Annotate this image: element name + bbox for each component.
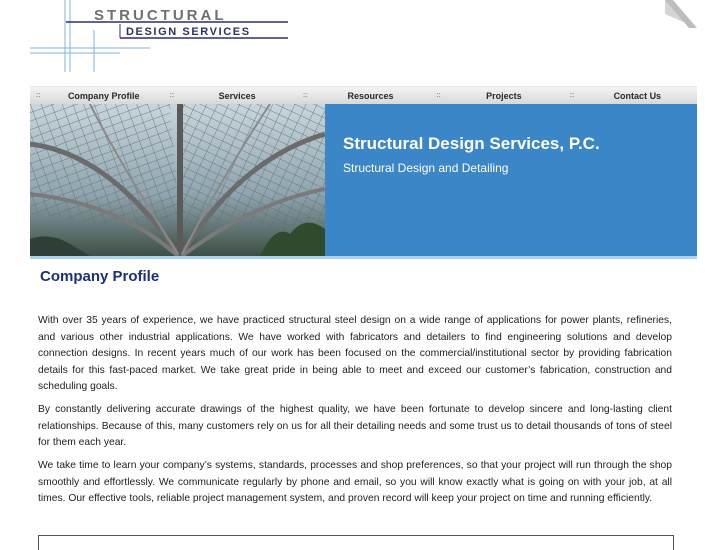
nav-item-contact-us[interactable]	[564, 87, 697, 104]
page-title: Company Profile	[40, 268, 160, 285]
intro-paragraph: With over 35 years of experience, we have practiced structural steel design on a wide range of applications for power plants, refineries, and various other industrial applications. We have worked with fabricators and detailers to find engineering solutions and develop connection designs. In recent years much of our work has been focused on the commercial/institutional sector by providing fabrication details for this fast-paced market. We take great pride in being able to meet and exceed our customer’s fabrication, construction and scheduling goals.	[38, 315, 672, 392]
nav-item-resources[interactable]	[297, 87, 430, 104]
main-navigation	[30, 86, 697, 105]
nav-separator: ::	[36, 92, 41, 99]
nav-item-label: Services	[218, 90, 256, 101]
nav-item-services[interactable]	[163, 87, 296, 104]
nav-item-label: Resources	[347, 90, 394, 101]
nav-item-projects[interactable]	[430, 87, 563, 104]
site-logo[interactable]	[30, 0, 300, 72]
company-name-title: Structural Design Services, P.C.	[343, 134, 600, 153]
nav-separator: ::	[302, 92, 308, 99]
steel-roof-structure-photo	[30, 104, 325, 256]
hero-banner	[30, 104, 697, 256]
main-content	[30, 259, 697, 545]
relationships-paragraph: By constantly delivering accurate drawings of the highest quality, we have been fortunate to develop sincere and long-lasting client relationships. Because of this, many customers rely on us for all their detailing needs and some trust us to detail thousands of tons of steel for them each year.	[38, 404, 672, 448]
logo-wordmark-design-services: DESIGN SERVICES	[126, 26, 251, 38]
nav-item-label: Contact Us	[613, 90, 662, 101]
process-paragraph: We take time to learn your company’s systems, standards, processes and shop preferences, so that your project will run through the shop smoothly and effortlessly. We communicate regularly by phone and email, so you will know exactly what is going on with your job, at all times. Our effective tools, reliable project management system, and proven record will keep your project on time and running efficiently.	[38, 460, 672, 504]
nav-item-label: Projects	[486, 90, 522, 101]
nav-separator: ::	[169, 92, 175, 99]
nav-item-company-profile[interactable]	[30, 87, 163, 104]
nav-item-label: Company Profile	[67, 90, 140, 101]
nav-separator: ::	[436, 92, 441, 99]
company-tagline: Structural Design and Detailing	[343, 161, 509, 175]
banner-title-panel	[325, 104, 697, 256]
page-corner-peel-icon	[665, 0, 697, 28]
logo-wordmark-structural: STRUCTURAL	[94, 7, 227, 24]
nav-separator: ::	[569, 92, 575, 99]
content-footer-box	[38, 535, 674, 550]
